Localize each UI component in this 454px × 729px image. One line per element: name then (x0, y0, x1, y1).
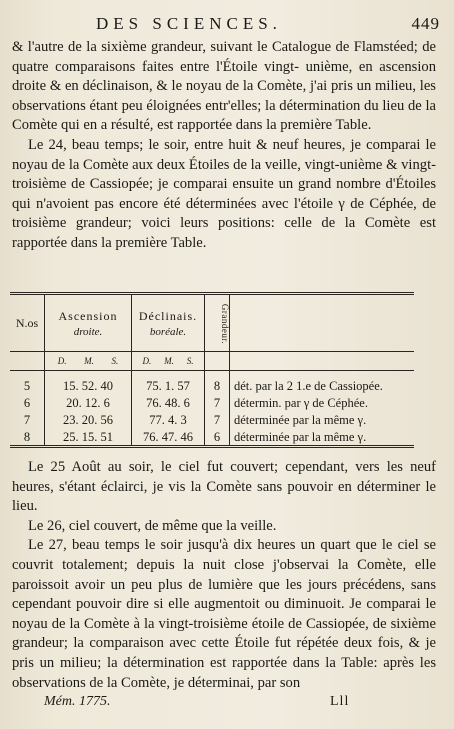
header-ascension (45, 295, 132, 352)
text-line: augmentoit ou diminuoit. Je comparai le noyau de la Comète (12, 596, 436, 632)
cell-ascension: 20. 12. 6 (45, 395, 132, 412)
text-line: la comparaison avec cette Étoile fut répétée deux fois, & je (73, 635, 436, 652)
table-row (10, 429, 414, 446)
cell-grandeur: 6 (205, 429, 230, 446)
cell-declinaison: 75. 1. 57 (132, 378, 205, 395)
cell-number: 7 (10, 412, 45, 429)
running-title: DES SCIENCES. (96, 14, 282, 33)
text-line: en déterminer le lieu. (12, 478, 437, 515)
cell-note: déterminée par la même γ. (234, 413, 367, 427)
text-line: est rapportée dans la première Table. (12, 215, 436, 251)
header-ascension-label: Ascension (58, 308, 118, 323)
unit-seconds: S. (111, 356, 119, 366)
text-line: que le ciel se couvrit totalement; depuis la nuit close j'observai (12, 537, 436, 573)
paragraph-26 (12, 517, 436, 537)
cell-number: 8 (10, 429, 45, 446)
cell-declinaison: 76. 48. 6 (132, 395, 205, 412)
text-line: la Comète, elle paroissoit avoir un peu plus de lumière (12, 556, 436, 593)
cell-grandeur: 7 (205, 395, 230, 412)
star-positions-table (10, 292, 414, 448)
running-head (0, 14, 454, 36)
unit-degrees: D. (142, 356, 152, 366)
table-units-row (10, 352, 414, 371)
header-grandeur-label: Grandeur. (220, 303, 231, 344)
header-declinaison (132, 295, 205, 352)
text-line: je comparai le noyau de la Comète aux deux Étoiles de la (12, 136, 437, 173)
cell-note: dét. par la 2 1.e de Cassiopée. (234, 379, 383, 393)
header-notes (230, 295, 415, 352)
cell-grandeur: 7 (205, 412, 230, 429)
text-line: comparai ensuite un grand nombre d'Étoiles qui n'avoient (12, 176, 436, 212)
unit-minutes: M. (164, 356, 174, 366)
text-block-bottom (12, 458, 436, 693)
header-declinaison-label: Déclinais. (138, 308, 198, 323)
signature-mark: Lll (330, 694, 350, 709)
unit-degrees: D. (57, 356, 67, 366)
text-line: pris un milieu; la détermination est rapportée dans la Table: (12, 654, 384, 671)
text-line: qui en a résulté, est rapportée dans la première Table. (61, 117, 372, 134)
paragraph-27 (12, 536, 436, 693)
cell-number: 5 (10, 378, 45, 395)
page-footer (0, 694, 454, 716)
text-line: pas encore été déterminées avec l'étoile γ de Céphée, de (94, 195, 436, 212)
table-header-row (10, 295, 414, 352)
text-line: unième, en ascension droite & en déclinaison, & le noyau (12, 58, 436, 95)
text-line: éloignées entr'elles; la détermination du lieu de la Comète (12, 97, 436, 134)
text-line: que les jours précédens, sans cependant pouvoir dire si elle (12, 576, 436, 613)
table-row (10, 412, 414, 429)
volume-reference: Mém. 1775. (44, 694, 111, 709)
unit-seconds: S. (186, 356, 194, 366)
cell-ascension: 25. 15. 51 (45, 429, 132, 446)
text-line: Le 27, beau temps le soir jusqu'à dix heures un quart (28, 537, 356, 554)
text-line: Flamstéed; de quatre comparaisons faites entre l'Étoile vingt- (12, 39, 436, 75)
header-number: N.os (10, 295, 45, 352)
cell-grandeur: 8 (205, 378, 230, 395)
cell-ascension: 23. 20. 56 (45, 412, 132, 429)
paragraph-continuation (12, 38, 436, 136)
text-line: de la Comète, j'ai pris un milieu, les observations étant peu (12, 78, 436, 114)
paragraph-24 (12, 136, 436, 254)
text-line: veille, vingt-unième & vingt-troisième de Cassiopée; je (12, 156, 436, 193)
cell-note: détermin. par γ de Céphée. (234, 396, 368, 410)
cell-declinaison: 76. 47. 46 (132, 429, 205, 446)
table-row (10, 378, 414, 395)
text-block-top (12, 38, 436, 254)
text-line: après les observations de la Comète, je déterminai, par son (12, 654, 436, 691)
cell-ascension: 15. 52. 40 (45, 378, 132, 395)
header-declinaison-sub: boréale. (149, 325, 187, 338)
text-line: Le 25 Août au soir, le ciel fut couvert; cependant, vers (28, 459, 387, 475)
table-row (10, 395, 414, 412)
text-line: à la vingt-troisième étoile de Cassiopée, de sixième grandeur; (12, 615, 436, 652)
text-line: troisième grandeur; voici leurs positions: celle de la Comète (12, 215, 420, 232)
unit-minutes: M. (84, 356, 94, 366)
text-line: Le 24, beau temps; le soir, entre huit & neuf heures, (28, 136, 351, 153)
text-line: les neuf heures, s'étant éclairci, je vis la Comète sans pouvoir (12, 459, 436, 495)
text-line: Le 26, ciel couvert, de même que la veille. (28, 517, 277, 534)
paragraph-25 (12, 458, 436, 517)
cell-number: 6 (10, 395, 45, 412)
header-grandeur (205, 295, 230, 352)
cell-declinaison: 77. 4. 3 (132, 412, 205, 429)
cell-note: déterminée par la même γ. (234, 430, 367, 444)
page-number: 449 (411, 14, 440, 33)
text-line: & l'autre de la sixième grandeur, suivant le Catalogue de (12, 39, 354, 55)
header-ascension-sub: droite. (73, 325, 103, 338)
